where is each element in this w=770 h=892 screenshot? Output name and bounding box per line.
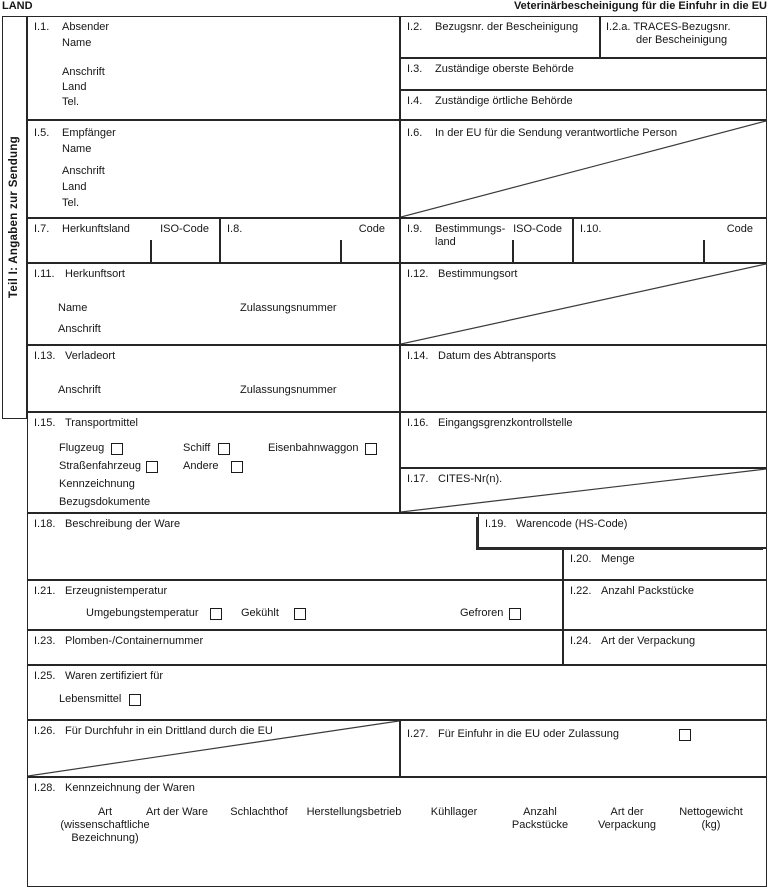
- gefroren-checkbox[interactable]: [509, 608, 521, 620]
- i10-code-label: Code: [726, 223, 753, 235]
- lebensmittel-checkbox[interactable]: [129, 694, 141, 706]
- i9-iso-code-label: ISO-Code: [513, 223, 562, 235]
- i1-anschrift-label: Anschrift: [62, 66, 105, 78]
- einfuhr-zulassung-checkbox[interactable]: [679, 729, 691, 741]
- i28-col-kuehllager: Kühllager: [430, 806, 478, 818]
- strassenfahrzeug-checkbox[interactable]: [146, 461, 158, 473]
- umgebungstemperatur-label: Umgebungstemperatur: [86, 607, 199, 619]
- i11-anschrift-label: Anschrift: [58, 323, 101, 335]
- eisenbahnwaggon-label: Eisenbahnwaggon: [268, 442, 359, 454]
- eisenbahnwaggon-checkbox[interactable]: [365, 443, 377, 455]
- form-header: [2, 0, 767, 14]
- i9-code-divider: [512, 240, 514, 262]
- field-i27-einfuhr-zulassung: I.27. Für Einfuhr in die EU oder Zulassung: [400, 720, 767, 777]
- field-i12-bestimmungsort: I.12. Bestimmungsort: [400, 263, 767, 345]
- page-title: Veterinärbescheinigung für die Einfuhr in die EU: [513, 0, 767, 12]
- i8-code-label: Code: [358, 223, 385, 235]
- field-i10: I.10. Code: [573, 218, 767, 263]
- i7-iso-code-label: ISO-Code: [160, 223, 209, 235]
- andere-label: Andere: [183, 460, 219, 472]
- field-i13-verladeort: I.13. Verladeort Anschrift Zulassungsnummer: [27, 345, 400, 412]
- i28-col-schlachthof: Schlachthof: [230, 806, 288, 818]
- field-i25-waren-zertifiziert: I.25. Waren zertifiziert für Lebensmittel: [27, 665, 767, 720]
- andere-checkbox[interactable]: [231, 461, 243, 473]
- i13-anschrift-label: Anschrift: [58, 384, 101, 396]
- i8-code-divider: [340, 240, 342, 262]
- part1-sidebar: [2, 16, 27, 419]
- i11-name-label: Name: [58, 302, 88, 314]
- field-i3-oberste-behoerde: I.3. Zuständige oberste Behörde: [400, 58, 767, 90]
- field-i17-cites: I.17. CITES-Nr(n).: [400, 468, 767, 513]
- field-i15-transportmittel: I.15. Transportmittel Flugzeug Schiff Eisenbahnwaggon Straßenfahrzeug Andere Kennzeichnung Bezugsdokumente: [27, 412, 400, 513]
- country-label: LAND: [2, 0, 33, 12]
- field-i8: I.8. Code: [220, 218, 400, 263]
- field-i28-kennzeichnung-waren: I.28. Kennzeichnung der Waren Art (wissenschaftliche Bezeichnung) Art der Ware Schlachthof Herstellungsbetrieb Kühllager Anzahl Packstücke Art der Verpackung Nettogewicht (kg): [27, 777, 767, 887]
- field-i5-empfaenger: I.5. Empfänger Name Anschrift Land Tel.: [27, 120, 400, 218]
- i5-land-label: Land: [62, 181, 87, 193]
- field-i11-herkunftsort: I.11. Herkunftsort Name Zulassungsnummer Anschrift: [27, 263, 400, 345]
- i5-tel-label: Tel.: [62, 197, 80, 209]
- field-i24-art-verpackung: I.24. Art der Verpackung: [563, 630, 767, 665]
- field-i6-verantwortliche-person: I.6. In der EU für die Sendung verantwortliche Person: [400, 120, 767, 218]
- field-i2-bezugsnr: I.2. Bezugsnr. der Bescheinigung: [400, 16, 600, 58]
- gekuehlt-label: Gekühlt: [241, 607, 279, 619]
- field-i14-datum-abtransport: I.14. Datum des Abtransports: [400, 345, 767, 412]
- i1-land-label: Land: [62, 81, 87, 93]
- i11-zulassungsnummer-label: Zulassungsnummer: [240, 302, 337, 314]
- i28-col-art: Art (wissenschaftliche Bezeichnung): [60, 806, 150, 844]
- field-i22-anzahl-packstuecke: I.22. Anzahl Packstücke: [563, 580, 767, 630]
- field-i2a-traces: I.2.a. TRACES-Bezugsnr. der Bescheinigung: [600, 16, 767, 58]
- strassenfahrzeug-label: Straßenfahrzeug: [59, 460, 141, 472]
- i28-col-art-der-verpackung: Art der Verpackung: [597, 806, 657, 831]
- i5-anschrift-label: Anschrift: [62, 165, 105, 177]
- field-i26-durchfuhr-drittland: I.26. Für Durchfuhr in ein Drittland durch die EU: [27, 720, 400, 777]
- gefroren-label: Gefroren: [460, 607, 504, 619]
- gekuehlt-checkbox[interactable]: [294, 608, 306, 620]
- field-i20-menge: I.20. Menge: [563, 548, 767, 580]
- i28-col-nettogewicht: Nettogewicht (kg): [679, 806, 743, 831]
- field-i23-plomben-containernummer: I.23. Plomben-/Containernummer: [27, 630, 563, 665]
- bezugsdokumente-label: Bezugsdokumente: [59, 496, 151, 508]
- field-i16-grenzkontrollstelle: I.16. Eingangsgrenzkontrollstelle: [400, 412, 767, 468]
- field-i1-absender: I.1. Absender Name Anschrift Land Tel.: [27, 16, 400, 120]
- field-i4-oertliche-behoerde: I.4. Zuständige örtliche Behörde: [400, 90, 767, 120]
- lebensmittel-label: Lebensmittel: [59, 693, 122, 705]
- field-i7-herkunftsland: I.7. Herkunftsland ISO-Code: [27, 218, 220, 263]
- schiff-checkbox[interactable]: [218, 443, 230, 455]
- i7-code-divider: [150, 240, 152, 262]
- field-i18-warenbeschreibung: I.18. Beschreibung der Ware: [27, 513, 563, 580]
- flugzeug-label: Flugzeug: [59, 442, 105, 454]
- i1-name-label: Name: [62, 37, 92, 49]
- schiff-label: Schiff: [183, 442, 211, 454]
- i10-code-divider: [703, 240, 705, 262]
- flugzeug-checkbox[interactable]: [111, 443, 123, 455]
- i5-name-label: Name: [62, 143, 92, 155]
- kennzeichnung-label: Kennzeichnung: [59, 478, 135, 490]
- part1-sidebar-label: Teil I: Angaben zur Sendung: [8, 136, 20, 299]
- umgebungstemperatur-checkbox[interactable]: [210, 608, 222, 620]
- field-i9-bestimmungsland: I.9. Bestimmungs- land ISO-Code: [400, 218, 573, 263]
- i28-col-herstellungsbetrieb: Herstellungsbetrieb: [306, 806, 402, 818]
- i13-zulassungsnummer-label: Zulassungsnummer: [240, 384, 337, 396]
- i28-col-art-der-ware: Art der Ware: [146, 806, 208, 818]
- field-i21-erzeugnistemperatur: I.21. Erzeugnistemperatur Umgebungstemperatur Gekühlt Gefroren: [27, 580, 563, 630]
- i28-col-anzahl-packstuecke: Anzahl Packstücke: [511, 806, 569, 831]
- field-i19-warencode: I.19. Warencode (HS-Code): [478, 513, 767, 548]
- i1-tel-label: Tel.: [62, 96, 80, 108]
